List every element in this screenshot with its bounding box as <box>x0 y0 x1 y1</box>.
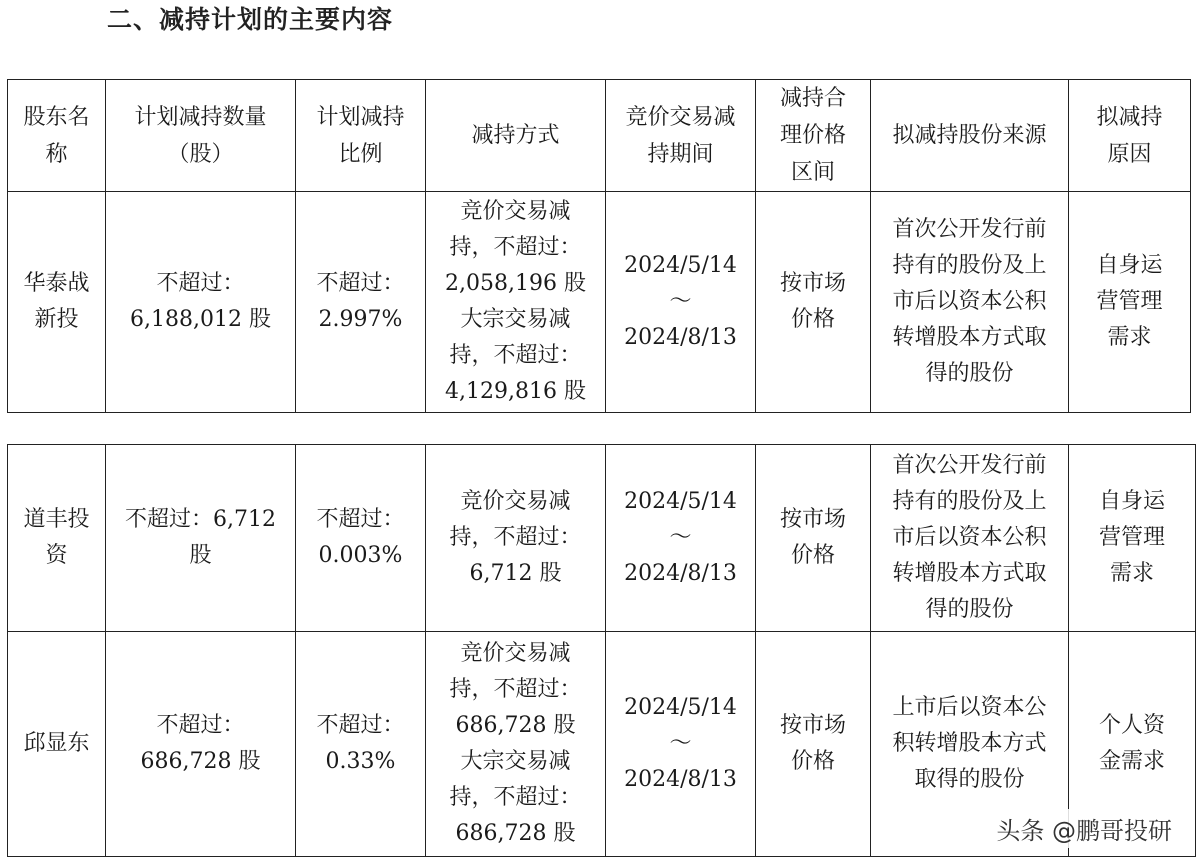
cell-source: 首次公开发行前 持有的股份及上 市后以资本公积 转增股本方式取 得的股份 <box>871 192 1069 413</box>
table-header-row <box>8 80 1191 192</box>
header-reduction-reason: 拟减持 原因 <box>1069 80 1191 192</box>
header-share-source: 拟减持股份来源 <box>871 80 1069 192</box>
table-row <box>8 192 1191 413</box>
cell-period: 2024/5/14 ～ 2024/8/13 <box>606 192 756 413</box>
cell-ratio: 不超过： 0.003% <box>296 445 426 632</box>
cell-holder: 邱显东 <box>8 632 106 857</box>
cell-price: 按市场 价格 <box>756 445 871 632</box>
cell-price: 按市场 价格 <box>756 192 871 413</box>
table-row <box>8 445 1196 632</box>
reduction-plan-table <box>7 79 1191 413</box>
header-price-range: 减持合 理价格 区间 <box>756 80 871 192</box>
reduction-plan-table-continued <box>7 444 1196 857</box>
cell-method: 竞价交易减 持，不超过： 686,728 股 大宗交易减 持，不超过： 686,728 股 <box>426 632 606 857</box>
cell-price: 按市场 价格 <box>756 632 871 857</box>
cell-reason: 个人资 金需求 <box>1069 632 1196 857</box>
header-reduction-method: 减持方式 <box>426 80 606 192</box>
cell-ratio: 不超过： 2.997% <box>296 192 426 413</box>
cell-quantity: 不超过：6,712 股 <box>106 445 296 632</box>
header-planned-ratio: 计划减持 比例 <box>296 80 426 192</box>
cell-ratio: 不超过： 0.33% <box>296 632 426 857</box>
header-holder-name: 股东名 称 <box>8 80 106 192</box>
cell-method: 竞价交易减 持，不超过： 6,712 股 <box>426 445 606 632</box>
cell-reason: 自身运 营管理 需求 <box>1069 192 1191 413</box>
header-auction-period: 竞价交易减 持期间 <box>606 80 756 192</box>
cell-source: 上市后以资本公 积转增股本方式 取得的股份 <box>871 632 1069 857</box>
cell-period: 2024/5/14 ～ 2024/8/13 <box>606 445 756 632</box>
cell-holder: 道丰投 资 <box>8 445 106 632</box>
cell-period: 2024/5/14 ～ 2024/8/13 <box>606 632 756 857</box>
cell-quantity: 不超过： 6,188,012 股 <box>106 192 296 413</box>
cell-reason: 自身运 营管理 需求 <box>1069 445 1196 632</box>
header-planned-quantity: 计划减持数量 （股） <box>106 80 296 192</box>
cell-holder: 华泰战 新投 <box>8 192 106 413</box>
source-watermark: 头条 @鹏哥投研 <box>990 809 1178 848</box>
cell-quantity: 不超过： 686,728 股 <box>106 632 296 857</box>
section-title: 二、减持计划的主要内容 <box>107 5 394 34</box>
cell-source: 首次公开发行前 持有的股份及上 市后以资本公积 转增股本方式取 得的股份 <box>871 445 1069 632</box>
cell-method: 竞价交易减 持，不超过： 2,058,196 股 大宗交易减 持，不超过： 4,129,816 股 <box>426 192 606 413</box>
